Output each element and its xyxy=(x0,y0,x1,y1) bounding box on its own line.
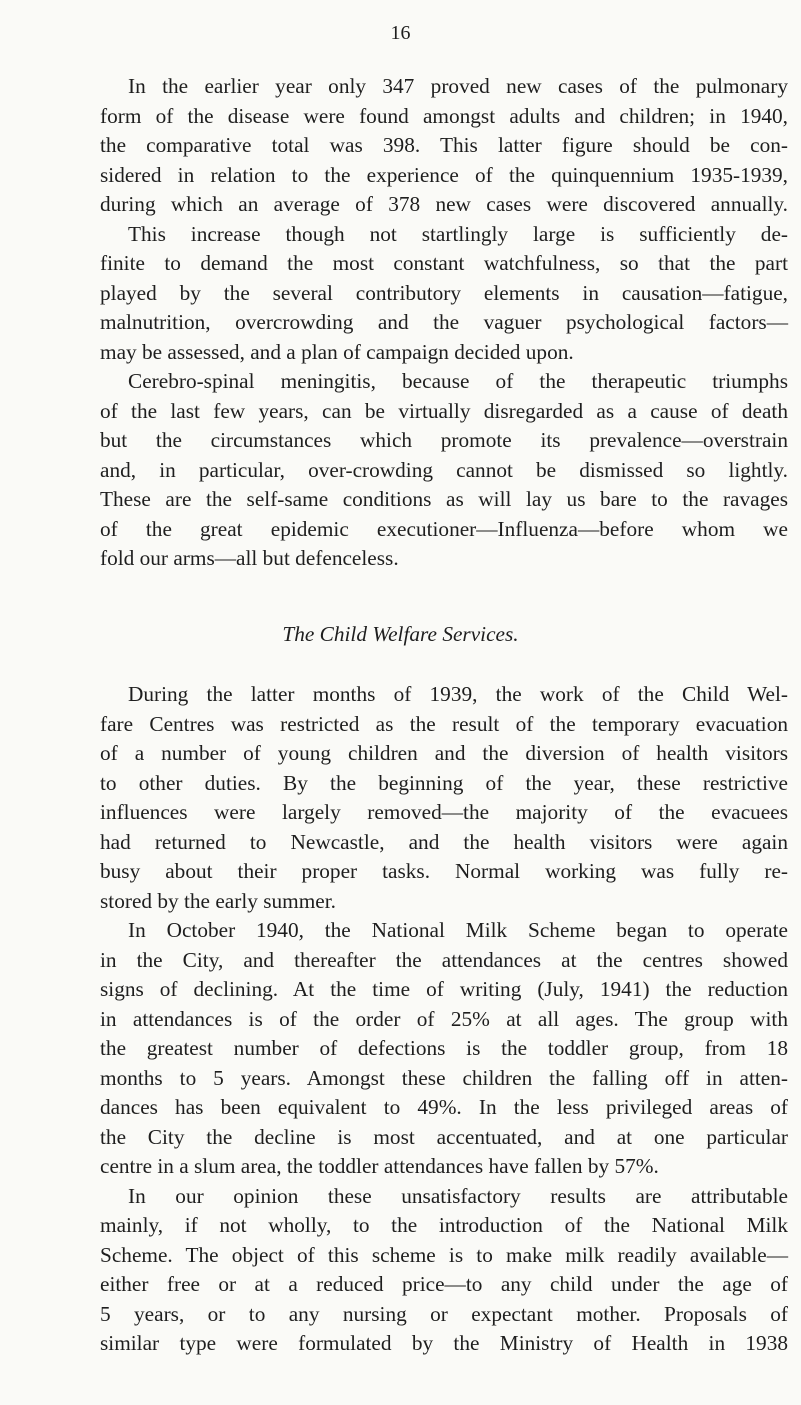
text-line: In the earlier year only 347 proved new cases of the pulmonary xyxy=(128,74,788,98)
text-line: of a number of young children and the diversion of health visitors xyxy=(100,741,788,765)
text-line: either free or at a reduced price—to any child under the age of xyxy=(100,1272,788,1296)
text-line: the City the decline is most accentuated, and at one particular xyxy=(100,1125,788,1149)
text-line: of the last few years, can be virtually disregarded as a cause of death xyxy=(100,399,788,423)
text-line: the comparative total was 398. This latter figure should be con- xyxy=(100,133,788,157)
text-line: the greatest number of defections is the toddler group, from 18 xyxy=(100,1036,788,1060)
text-line: influences were largely removed—the majority of the evacuees xyxy=(100,800,788,824)
text-line: and, in particular, over-crowding cannot be dismissed so lightly. xyxy=(100,458,788,482)
text-line: similar type were formulated by the Ministry of Health in 1938 xyxy=(100,1331,788,1355)
text-line: dances has been equivalent to 49%. In the less privileged areas of xyxy=(100,1095,788,1119)
text-line: During the latter months of 1939, the work of the Child Wel- xyxy=(128,682,788,706)
text-line: Scheme. The object of this scheme is to make milk readily available— xyxy=(100,1243,788,1267)
text-line: fold our arms—all but defenceless. xyxy=(100,546,399,570)
text-line: months to 5 years. Amongst these children the falling off in atten- xyxy=(100,1066,788,1090)
text-line: of the great epidemic executioner—Influenza—before whom we xyxy=(100,517,788,541)
text-line: mainly, if not wholly, to the introduction of the National Milk xyxy=(100,1213,788,1237)
text-line: busy about their proper tasks. Normal working was fully re- xyxy=(100,859,788,883)
text-line: fare Centres was restricted as the result of the temporary evacuation xyxy=(100,712,788,736)
text-line: malnutrition, overcrowding and the vaguer psychological factors— xyxy=(100,310,788,334)
page-number: 16 xyxy=(390,22,411,44)
text-line: to other duties. By the beginning of the year, these restrictive xyxy=(100,771,788,795)
text-line: sidered in relation to the experience of the quinquennium 1935-1939, xyxy=(100,163,788,187)
text-line: in the City, and thereafter the attendances at the centres showed xyxy=(100,948,788,972)
text-line: signs of declining. At the time of writing (July, 1941) the reduction xyxy=(100,977,788,1001)
text-line: finite to demand the most constant watchfulness, so that the part xyxy=(100,251,788,275)
text-line: This increase though not startlingly large is sufficiently de- xyxy=(128,222,788,246)
text-line: form of the disease were found amongst adults and children; in 1940, xyxy=(100,104,788,128)
text-line: but the circumstances which promote its prevalence—overstrain xyxy=(100,428,788,452)
text-line: during which an average of 378 new cases were discovered annually. xyxy=(100,192,788,216)
text-line: 5 years, or to any nursing or expectant mother. Proposals of xyxy=(100,1302,788,1326)
text-line: These are the self-same conditions as will lay us bare to the ravages xyxy=(100,487,788,511)
text-line: Cerebro-spinal meningitis, because of the therapeutic triumphs xyxy=(128,369,788,393)
text-line: In our opinion these unsatisfactory results are attributable xyxy=(128,1184,788,1208)
text-line: stored by the early summer. xyxy=(100,889,336,913)
text-line: In October 1940, the National Milk Scheme began to operate xyxy=(128,918,788,942)
text-line: may be assessed, and a plan of campaign decided upon. xyxy=(100,340,574,364)
text-line: had returned to Newcastle, and the health visitors were again xyxy=(100,830,788,854)
text-line: in attendances is of the order of 25% at all ages. The group with xyxy=(100,1007,788,1031)
text-line: centre in a slum area, the toddler attendances have fallen by 57%. xyxy=(100,1154,659,1178)
section-heading: The Child Welfare Services. xyxy=(282,622,519,646)
text-line: played by the several contributory elements in causation—fatigue, xyxy=(100,281,788,305)
